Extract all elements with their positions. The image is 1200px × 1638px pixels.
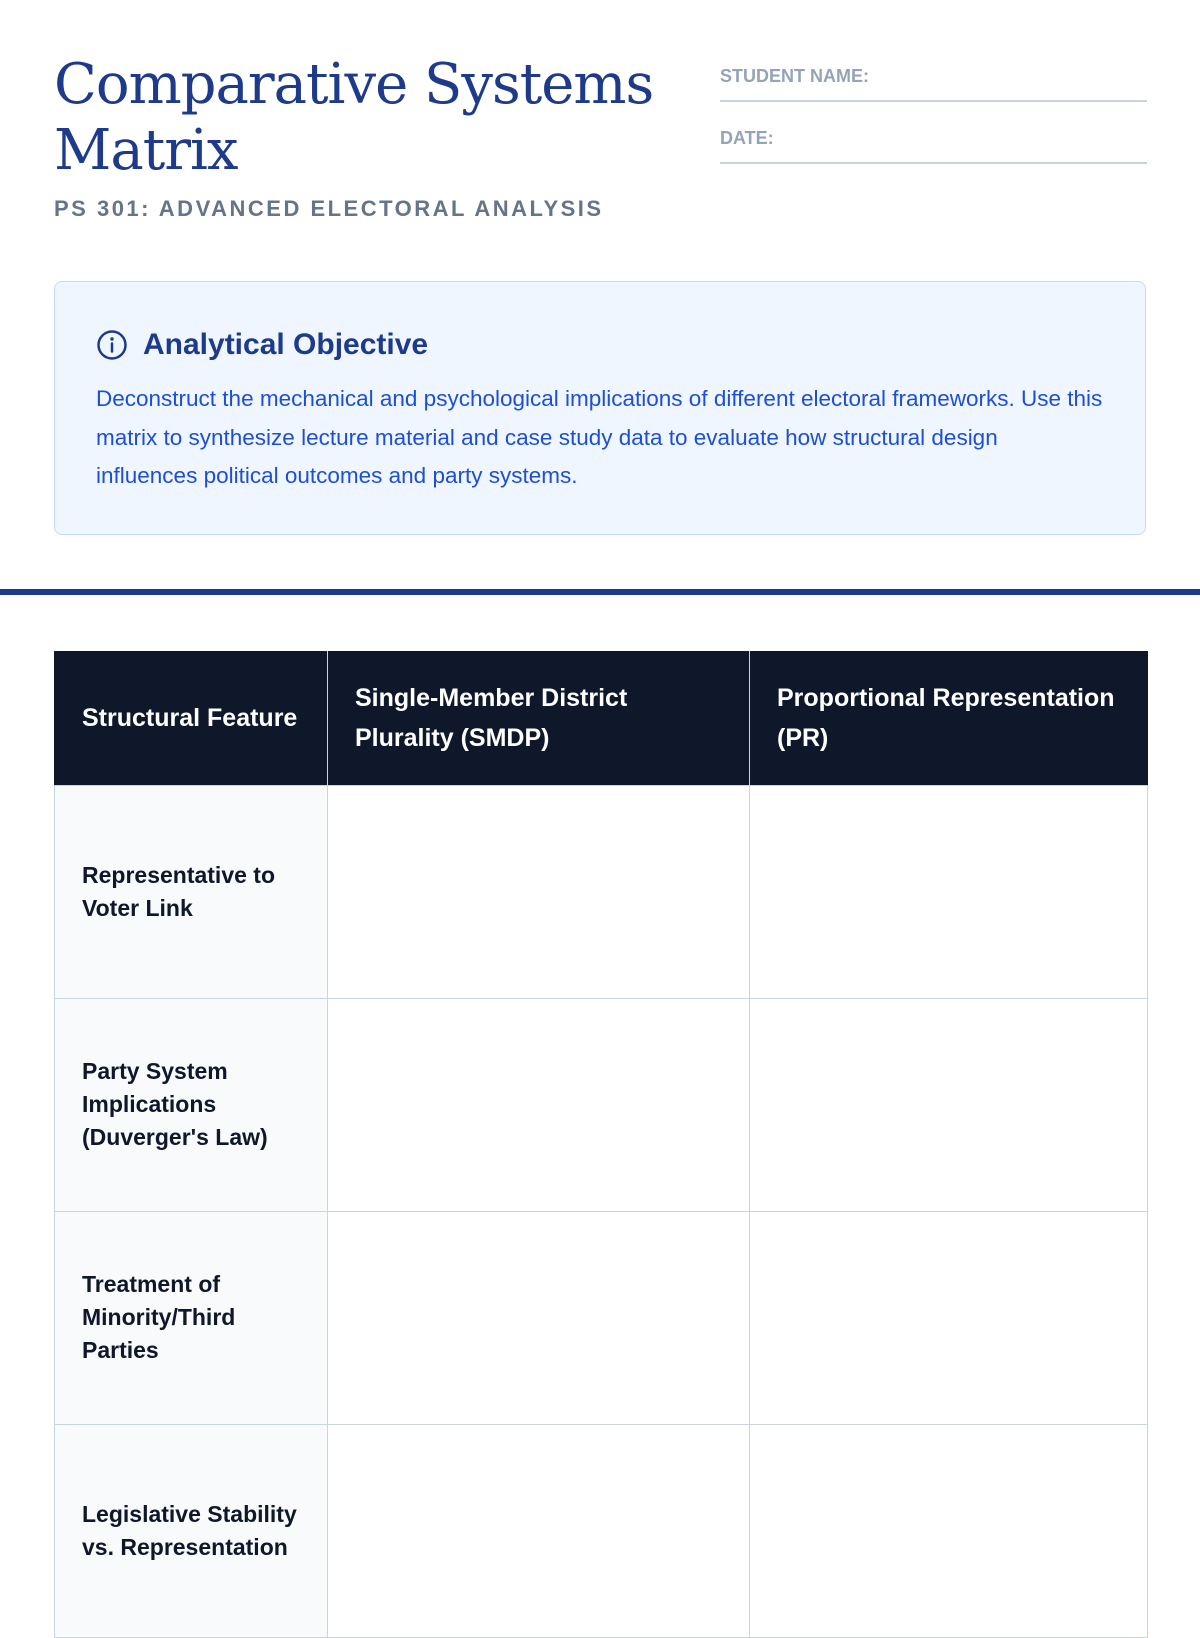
- objective-text: Deconstruct the mechanical and psychological implications of different electoral frameworks. Use this matrix to synthesize lecture material and case study data to evaluate how structural design influences political outcomes and party systems.: [96, 386, 1103, 488]
- table-row: [55, 1424, 1148, 1637]
- student-name-label: STUDENT NAME:: [720, 66, 869, 86]
- smdp-response-cell[interactable]: [328, 998, 750, 1211]
- pr-response-cell[interactable]: [750, 998, 1148, 1211]
- feature-label: Party System Implications (Duverger's Law): [55, 998, 328, 1211]
- date-label: DATE:: [720, 128, 774, 148]
- column-header-smdp: Single-Member District Plurality (SMDP): [328, 651, 750, 785]
- feature-label: Representative to Voter Link: [55, 785, 328, 998]
- section-divider: [0, 589, 1200, 595]
- pr-response-cell[interactable]: [750, 785, 1148, 998]
- column-header-structural-feature: Structural Feature: [55, 651, 328, 785]
- student-name-field[interactable]: [720, 62, 1147, 102]
- table-row: [55, 998, 1148, 1211]
- feature-label: Legislative Stability vs. Representation: [55, 1424, 328, 1637]
- objective-title: Analytical Objective: [143, 328, 429, 361]
- smdp-response-cell[interactable]: [328, 785, 750, 998]
- student-info-fields: [720, 62, 1147, 186]
- info-circle-icon: [96, 329, 128, 361]
- smdp-response-cell[interactable]: [328, 1424, 750, 1637]
- comparison-matrix: [54, 651, 1148, 1638]
- date-field[interactable]: [720, 124, 1147, 164]
- page-title: Comparative Systems Matrix: [54, 52, 654, 183]
- pr-response-cell[interactable]: [750, 1424, 1148, 1637]
- feature-label: Treatment of Minority/Third Parties: [55, 1211, 328, 1424]
- objective-heading: [96, 326, 1105, 364]
- objective-box: [54, 281, 1146, 535]
- course-subtitle: PS 301: ADVANCED ELECTORAL ANALYSIS: [54, 196, 604, 221]
- table-row: [55, 785, 1148, 998]
- column-header-pr: Proportional Representation (PR): [750, 651, 1148, 785]
- matrix-header-row: [55, 651, 1148, 785]
- smdp-response-cell[interactable]: [328, 1211, 750, 1424]
- pr-response-cell[interactable]: [750, 1211, 1148, 1424]
- table-row: [55, 1211, 1148, 1424]
